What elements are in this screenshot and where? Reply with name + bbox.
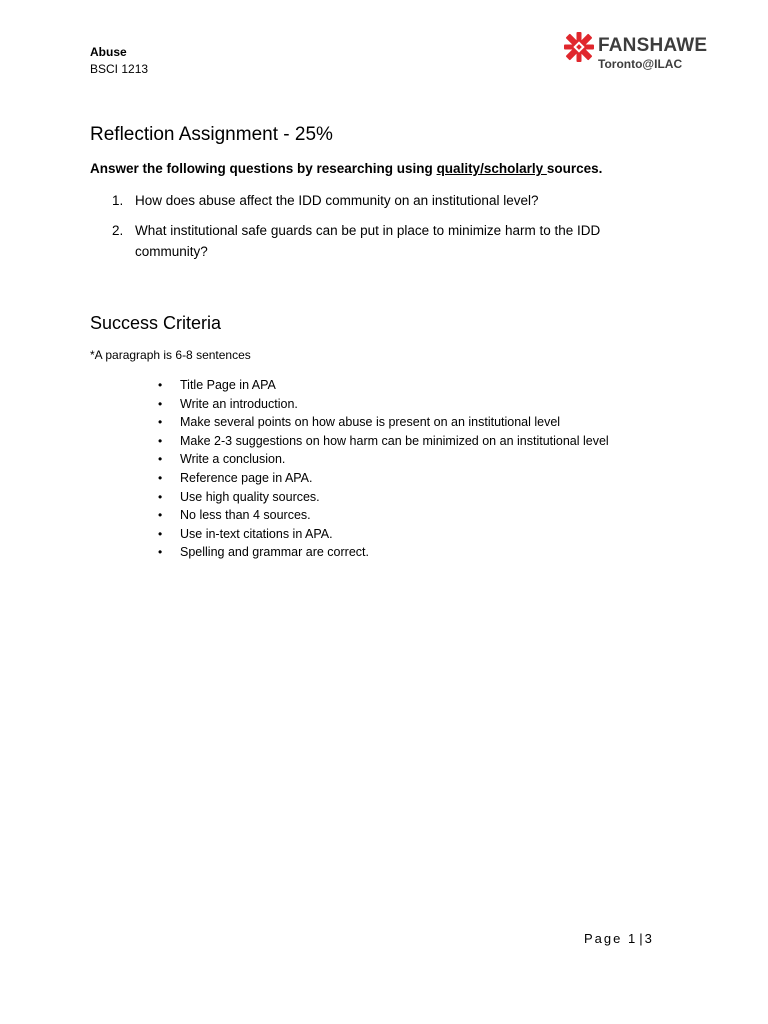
fanshawe-logo	[562, 30, 712, 70]
list-item-text: No less than 4 sources.	[180, 508, 311, 523]
bullet-icon: •	[158, 433, 163, 448]
bullet-icon: •	[158, 378, 163, 392]
question-number: 2.	[112, 223, 124, 238]
logo-subtitle: Toronto@ILAC	[598, 57, 683, 71]
question-list	[90, 190, 650, 271]
question-number: 1.	[112, 193, 124, 208]
question-text: How does abuse affect the IDD community on an institutional level?	[135, 193, 539, 208]
list-item-text: Title Page in APA	[180, 378, 276, 392]
list-item	[158, 450, 678, 469]
question-item	[90, 220, 650, 262]
bullet-icon: •	[158, 396, 163, 411]
page-separator: |	[639, 931, 643, 946]
criteria-title: Success Criteria	[90, 313, 222, 333]
logo-name: FANSHAWE	[598, 35, 708, 56]
list-item	[158, 543, 678, 562]
list-item-text: Write an introduction.	[180, 396, 298, 411]
list-item	[158, 376, 678, 395]
page-label: Page 1	[584, 931, 638, 946]
list-item	[158, 469, 678, 488]
course-title: Abuse	[90, 45, 127, 59]
instructions-before: Answer the following questions by researching using	[90, 161, 437, 176]
criteria-note: *A paragraph is 6-8 sentences	[90, 348, 251, 362]
list-item-text: Spelling and grammar are correct.	[180, 545, 369, 560]
instructions-underlined: quality/scholarly	[436, 161, 547, 176]
list-item-text: Reference page in APA.	[180, 470, 313, 485]
page-number	[584, 931, 654, 946]
list-item-text: Write a conclusion.	[180, 452, 286, 467]
criteria-list	[158, 376, 678, 562]
page-total: 3	[644, 931, 654, 946]
course-code: BSCI 1213	[90, 62, 149, 76]
bullet-icon: •	[158, 545, 163, 560]
list-item-text: Make 2-3 suggestions on how harm can be minimized on an institutional level	[180, 433, 609, 448]
question-text: What institutional safe guards can be put in place to minimize harm to the IDD community?	[135, 223, 601, 259]
list-item	[158, 395, 678, 414]
list-item	[158, 506, 678, 525]
bullet-icon: •	[158, 470, 163, 485]
list-item	[158, 488, 678, 507]
bullet-icon: •	[158, 508, 163, 523]
list-item-text: Make several points on how abuse is present on an institutional level	[180, 415, 561, 430]
assignment-title: Reflection Assignment - 25%	[90, 124, 333, 145]
bullet-icon: •	[158, 415, 163, 430]
instructions	[90, 161, 602, 176]
list-item-text: Use in-text citations in APA.	[180, 526, 333, 541]
list-item-text: Use high quality sources.	[180, 489, 320, 504]
bullet-icon: •	[158, 526, 163, 541]
list-item	[158, 413, 678, 432]
list-item	[158, 432, 678, 451]
instructions-after: sources.	[546, 161, 603, 176]
bullet-icon: •	[158, 452, 163, 467]
question-item	[90, 190, 650, 211]
bullet-icon: •	[158, 489, 163, 504]
fanshawe-star-icon	[562, 30, 596, 64]
list-item	[158, 525, 678, 544]
